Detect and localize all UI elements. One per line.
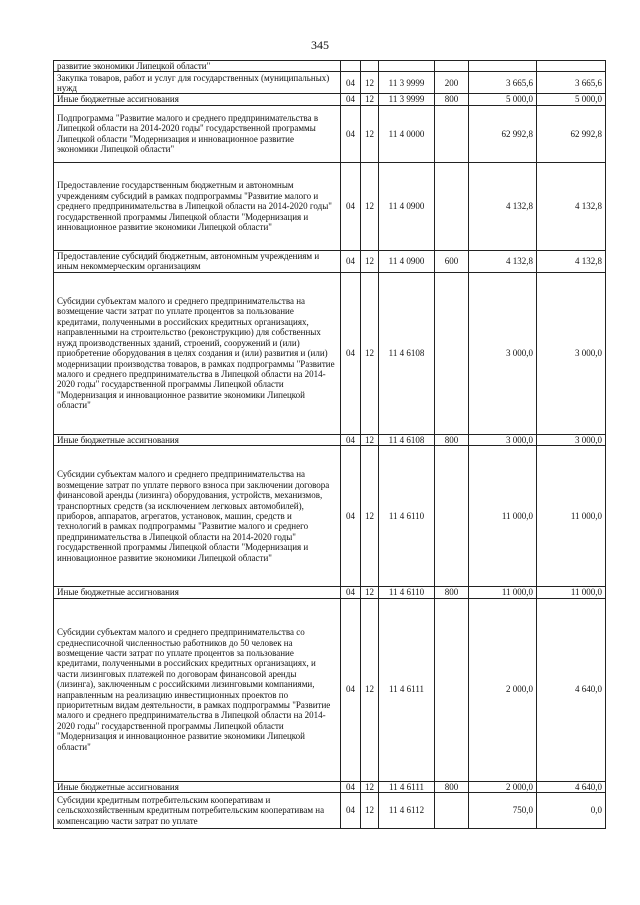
row-amount-2: 3 000,0 (537, 434, 606, 445)
row-name: Субсидии субъектам малого и среднего предпринимательства на возмещение части затрат по уплате процентов за пользование кредитами, полученными в российских кредитных организациях, направленными на строительство (реконструкцию) для собственных нужд производственных зданий, строений, сооружений и (или) приобретение оборудования в целях создания и (или) развития и (или) модернизации производства товаров, в рамках подпрограммы "Развитие малого и среднего предпринимательства в Липецкой области на 2014-2020 годы" государственной программы Липецкой области "Модернизация и инновационное развитие экономики Липецкой области" (54, 272, 341, 434)
row-target-article: 11 4 6112 (379, 793, 435, 829)
row-subsection: 12 (361, 446, 379, 587)
row-expense-type (435, 61, 469, 72)
table-row (54, 72, 606, 94)
row-amount-1: 2 000,0 (469, 598, 537, 781)
row-amount-2: 11 000,0 (537, 587, 606, 598)
table-row (54, 434, 606, 445)
row-expense-type (435, 162, 469, 250)
row-subsection: 12 (361, 162, 379, 250)
row-target-article: 11 4 6110 (379, 446, 435, 587)
table-row (54, 272, 606, 434)
row-subsection: 12 (361, 587, 379, 598)
row-name: Иные бюджетные ассигнования (54, 781, 341, 792)
row-amount-1: 11 000,0 (469, 446, 537, 587)
row-section: 04 (341, 793, 361, 829)
row-target-article: 11 4 0900 (379, 162, 435, 250)
table-row (54, 793, 606, 829)
row-amount-2: 4 640,0 (537, 598, 606, 781)
row-amount-1: 750,0 (469, 793, 537, 829)
budget-table-body (54, 61, 606, 829)
row-subsection: 12 (361, 250, 379, 272)
table-row (54, 94, 606, 105)
row-expense-type: 600 (435, 250, 469, 272)
row-amount-1: 2 000,0 (469, 781, 537, 792)
row-amount-1: 4 132,8 (469, 162, 537, 250)
budget-table (53, 60, 606, 829)
row-name: Подпрограмма "Развитие малого и среднего предпринимательства в Липецкой области на 2014-2020 годы" государственной программы Липецкой области "Модернизация и инновационное развитие экономики Липецкой области" (54, 105, 341, 162)
row-amount-1: 5 000,0 (469, 94, 537, 105)
row-name: Субсидии субъектам малого и среднего предпринимательства на возмещение затрат по уплате первого взноса при заключении договора финансовой аренды (лизинга) оборудования, устройств, механизмов, транспортных средств (за исключением легковых автомобилей), приборов, аппаратов, агрегатов, установок, машин, средств и технологий в рамках подпрограммы "Развитие малого и среднего предпринимательства в Липецкой области на 2014-2020 годы" государственной программы Липецкой области "Модернизация и инновационное развитие экономики Липецкой области" (54, 446, 341, 587)
row-name: Иные бюджетные ассигнования (54, 434, 341, 445)
row-name: Субсидии субъектам малого и среднего предпринимательства со среднесписочной численностью работников до 50 человек на возмещение части затрат по уплате процентов за пользование кредитами, полученными в российских кредитных организациях, и части лизинговых платежей по договорам финансовой аренды (лизинга), заключенным с российскими лизинговыми компаниями, направленным на реализацию инвестиционных проектов по приоритетным видам деятельности, в рамках подпрограммы "Развитие малого и среднего предпринимательства в Липецкой области на 2014-2020 годы" государственной программы Липецкой области "Модернизация и инновационное развитие экономики Липецкой области" (54, 598, 341, 781)
row-subsection: 12 (361, 94, 379, 105)
row-expense-type (435, 598, 469, 781)
row-section: 04 (341, 162, 361, 250)
row-amount-2: 0,0 (537, 793, 606, 829)
table-row (54, 446, 606, 587)
row-name: Закупка товаров, работ и услуг для государственных (муниципальных) нужд (54, 72, 341, 94)
table-row (54, 61, 606, 72)
row-subsection: 12 (361, 781, 379, 792)
row-section: 04 (341, 781, 361, 792)
row-amount-2: 4 132,8 (537, 250, 606, 272)
row-target-article: 11 4 6111 (379, 781, 435, 792)
table-row (54, 105, 606, 162)
row-amount-2: 3 000,0 (537, 272, 606, 434)
row-target-article: 11 4 6108 (379, 434, 435, 445)
row-name: развитие экономики Липецкой области" (54, 61, 341, 72)
row-expense-type: 800 (435, 434, 469, 445)
row-section: 04 (341, 72, 361, 94)
row-amount-2: 5 000,0 (537, 94, 606, 105)
row-section: 04 (341, 272, 361, 434)
row-amount-2: 11 000,0 (537, 446, 606, 587)
row-expense-type: 200 (435, 72, 469, 94)
row-amount-1: 3 000,0 (469, 434, 537, 445)
row-target-article: 11 4 6110 (379, 587, 435, 598)
row-target-article: 11 4 6108 (379, 272, 435, 434)
row-section: 04 (341, 250, 361, 272)
row-section: 04 (341, 587, 361, 598)
row-target-article: 11 4 6111 (379, 598, 435, 781)
row-amount-1: 11 000,0 (469, 587, 537, 598)
row-amount-2: 4 640,0 (537, 781, 606, 792)
row-amount-2 (537, 61, 606, 72)
row-expense-type: 800 (435, 587, 469, 598)
table-row (54, 162, 606, 250)
row-target-article: 11 4 0000 (379, 105, 435, 162)
row-name: Предоставление субсидий бюджетным, автономным учреждениям и иным некоммерческим организациям (54, 250, 341, 272)
row-expense-type: 800 (435, 781, 469, 792)
row-name: Субсидии кредитным потребительским кооперативам и сельскохозяйственным кредитным потребительским кооперативам на компенсацию части затрат по уплате (54, 793, 341, 829)
row-target-article: 11 4 0900 (379, 250, 435, 272)
row-target-article: 11 3 9999 (379, 94, 435, 105)
table-row (54, 598, 606, 781)
row-expense-type (435, 446, 469, 587)
row-section: 04 (341, 434, 361, 445)
table-row (54, 250, 606, 272)
row-name: Иные бюджетные ассигнования (54, 94, 341, 105)
row-amount-1: 3 000,0 (469, 272, 537, 434)
row-subsection: 12 (361, 598, 379, 781)
row-section (341, 61, 361, 72)
row-amount-2: 62 992,8 (537, 105, 606, 162)
row-expense-type (435, 105, 469, 162)
row-expense-type (435, 272, 469, 434)
row-subsection (361, 61, 379, 72)
row-section: 04 (341, 94, 361, 105)
table-row (54, 781, 606, 792)
row-expense-type: 800 (435, 94, 469, 105)
row-expense-type (435, 793, 469, 829)
table-row (54, 587, 606, 598)
row-amount-2: 4 132,8 (537, 162, 606, 250)
page-number: 345 (311, 38, 329, 52)
row-subsection: 12 (361, 105, 379, 162)
row-target-article (379, 61, 435, 72)
row-subsection: 12 (361, 272, 379, 434)
row-target-article: 11 3 9999 (379, 72, 435, 94)
row-subsection: 12 (361, 72, 379, 94)
row-section: 04 (341, 105, 361, 162)
row-amount-1: 3 665,6 (469, 72, 537, 94)
row-amount-2: 3 665,6 (537, 72, 606, 94)
row-subsection: 12 (361, 793, 379, 829)
row-section: 04 (341, 446, 361, 587)
row-amount-1: 4 132,8 (469, 250, 537, 272)
row-section: 04 (341, 598, 361, 781)
row-amount-1 (469, 61, 537, 72)
row-amount-1: 62 992,8 (469, 105, 537, 162)
row-subsection: 12 (361, 434, 379, 445)
row-name: Иные бюджетные ассигнования (54, 587, 341, 598)
row-name: Предоставление государственным бюджетным и автономным учреждениям субсидий в рамках подпрограммы "Развитие малого и среднего предпринимательства в Липецкой области на 2014-2020 годы" государственной программы Липецкой области "Модернизация и инновационное развитие экономики Липецкой области" (54, 162, 341, 250)
